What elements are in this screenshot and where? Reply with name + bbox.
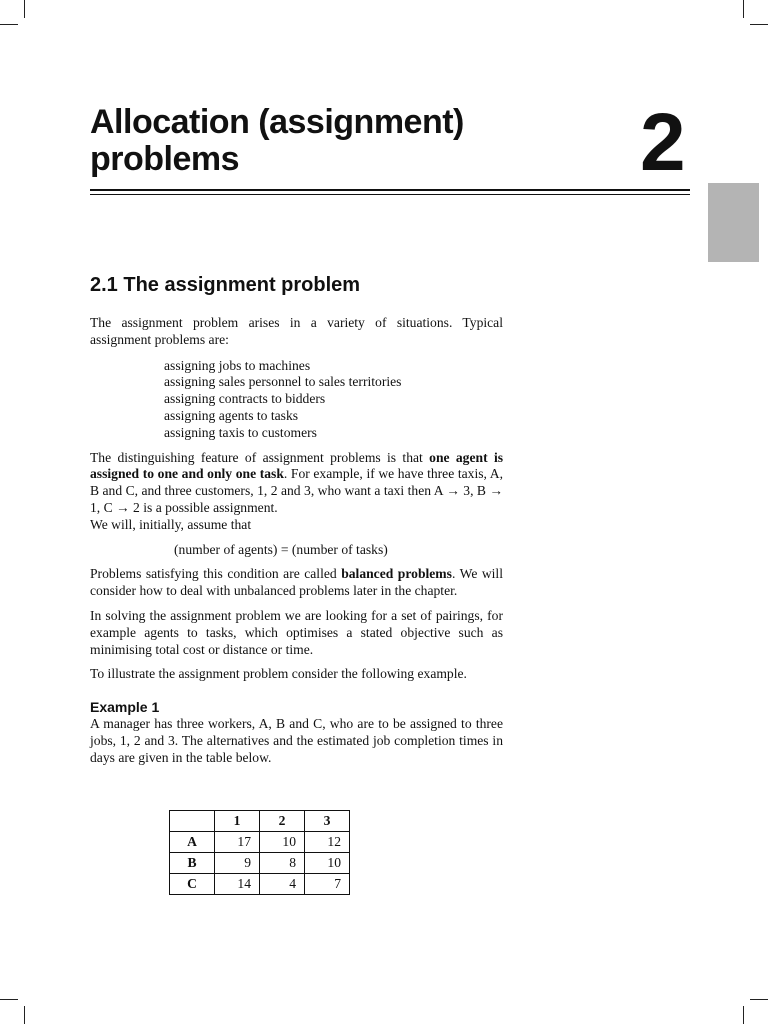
list-item: assigning agents to tasks [164, 407, 299, 423]
table-cell: 4 [260, 874, 305, 895]
row-header: A [170, 832, 215, 853]
illustrate-paragraph: To illustrate the assignment problem consider the following example. [90, 666, 467, 682]
table-cell: 12 [305, 832, 350, 853]
chapter-number: 2 [640, 97, 684, 188]
crop-mark [0, 24, 18, 25]
equation: (number of agents) = (number of tasks) [174, 541, 388, 557]
table-row [170, 832, 350, 853]
crop-mark [750, 999, 768, 1000]
title-rule [90, 194, 690, 195]
list-item: assigning contracts to bidders [164, 391, 326, 407]
table-cell: 10 [260, 832, 305, 853]
example-paragraph: A manager has three workers, A, B and C, who are to be assigned to three jobs, 1, 2 and 3. The alternatives and the estimated job completion times in days are given in the table below. [90, 716, 503, 765]
table-row [170, 853, 350, 874]
table-cell: 10 [305, 853, 350, 874]
table-cell: 14 [215, 874, 260, 895]
chapter-thumb-tab [708, 183, 759, 262]
balanced-text: Problems satisfying this condition are called [90, 566, 342, 582]
balanced-text: . We will consider how to deal with unbalanced problems later in the chapter. [90, 566, 503, 599]
list-item: assigning taxis to customers [164, 424, 317, 440]
row-header: B [170, 853, 215, 874]
table-corner-cell [170, 811, 215, 832]
table-row [170, 874, 350, 895]
crop-mark [743, 0, 744, 18]
feature-text: The distinguishing feature of assignment problems is that [90, 449, 430, 465]
table-cell: 17 [215, 832, 260, 853]
crop-mark [750, 24, 768, 25]
title-rule [90, 189, 690, 191]
assignment-examples-list [164, 358, 503, 442]
assume-line: We will, initially, assume that [90, 516, 252, 532]
example-heading: Example 1 [90, 699, 160, 716]
list-item: assigning jobs to machines [164, 357, 311, 373]
table-cell: 7 [305, 874, 350, 895]
completion-times-table [169, 810, 350, 895]
column-header: 3 [305, 811, 350, 832]
table-header-row [170, 811, 350, 832]
list-item: assigning sales personnel to sales territories [164, 374, 402, 390]
balanced-paragraph [90, 566, 503, 600]
balanced-bold: balanced problems [341, 566, 452, 582]
body-text [90, 315, 503, 767]
feature-bold: one agent is assigned to one and only one task [90, 449, 504, 482]
intro-paragraph: The assignment problem arises in a variety of situations. Typical assignment problems are: [90, 315, 503, 347]
feature-text: . For example, if we have three taxis, A, B and C, and three customers, 1, 2 and 3, who want a taxi then A → 3, B → 1, C → 2 is a possible assignment. [90, 466, 504, 515]
chapter-title: Allocation (assignment) problems [90, 103, 464, 178]
feature-paragraph [90, 450, 503, 517]
crop-mark [24, 1006, 25, 1024]
crop-mark [0, 999, 18, 1000]
table-cell: 8 [260, 853, 305, 874]
solving-paragraph: In solving the assignment problem we are looking for a set of pairings, for example agents to tasks, which optimises a stated objective such as minimising total cost or distance or time. [90, 607, 503, 657]
column-header: 1 [215, 811, 260, 832]
table-cell: 9 [215, 853, 260, 874]
column-header: 2 [260, 811, 305, 832]
section-heading: 2.1 The assignment problem [90, 274, 361, 296]
crop-mark [743, 1006, 744, 1024]
row-header: C [170, 874, 215, 895]
crop-mark [24, 0, 25, 18]
